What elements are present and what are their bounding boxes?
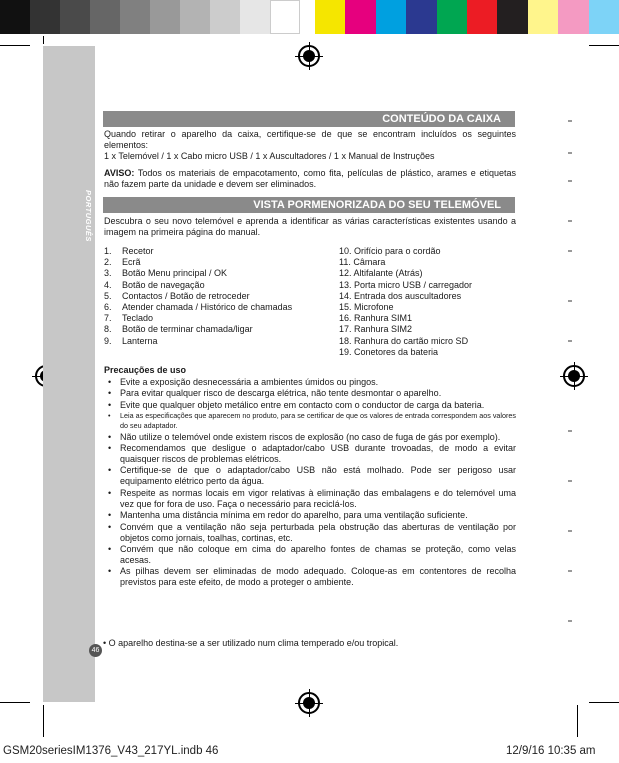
color-swatch bbox=[210, 0, 240, 34]
list-item: 9. Lanterna bbox=[104, 335, 158, 346]
color-swatch bbox=[589, 0, 619, 34]
list-item: • Certifique-se de que o adaptador/cabo USB não está molhado. Pode ser perigoso usar equipamento elétrico perto da água. bbox=[106, 465, 516, 487]
language-label: PORTUGUÊS bbox=[84, 190, 93, 242]
list-item: • Convém que a ventilação não seja perturbada pela obstrução das aberturas de ventilação por objetos como jornais, toalhas, cortinas, etc. bbox=[106, 522, 516, 544]
list-item: • As pilhas devem ser eliminadas de modo adequado. Coloque-as em contentores de recolha previstos para este efeito, de modo a proteger o ambiente. bbox=[106, 566, 516, 588]
color-swatch bbox=[180, 0, 210, 34]
list-item: 1. Recetor bbox=[104, 246, 154, 256]
list-item: • Leia as especificações que aparecem no produto, para se certificar de que os valores de entrada correspondem aos valores do seu adaptador. bbox=[106, 411, 516, 431]
list-item: • Recomendamos que desligue o adaptador/cabo USB durante trovoadas, de modo a evitar quaisquer riscos de problemas elétricos. bbox=[106, 443, 516, 465]
contents-intro-text: Quando retirar o aparelho da caixa, certifique-se de que se encontram incluídos os seguintes elementos: bbox=[104, 129, 516, 150]
list-item: 17. Ranhura SIM2 bbox=[339, 324, 413, 335]
color-swatch bbox=[437, 0, 467, 34]
grayscale-swatch-strip bbox=[0, 0, 300, 34]
list-item: • Respeite as normas locais em vigor relativas à eliminação das embalagens e do telemóvel uma vez que for fora de uso. Faça o necessário para reciclá-los. bbox=[106, 488, 516, 510]
detailed-view-intro: Descubra o seu novo telemóvel e aprenda a identificar as várias características existentes usando a imagem na primeira página do manual. bbox=[104, 216, 516, 237]
list-item: 4. Botão de navegação bbox=[104, 279, 205, 290]
list-item: • Evite a exposição desnecessária a ambientes úmidos ou pingos. bbox=[106, 377, 516, 388]
list-item: 14. Entrada dos auscultadores bbox=[339, 290, 462, 301]
footer-filename: GSM20seriesIM1376_V43_217YL.indb 46 bbox=[3, 745, 219, 757]
color-swatch bbox=[90, 0, 120, 34]
contents-intro bbox=[104, 129, 516, 162]
list-item: • Mantenha uma distância mínima em redor do aparelho, para uma ventilação suficiente. bbox=[106, 510, 516, 521]
list-item: • Para evitar qualquer risco de descarga elétrica, não tente desmontar o aparelho. bbox=[106, 388, 516, 399]
climate-note: • O aparelho destina-se a ser utilizado num clima temperado e/ou tropical. bbox=[103, 638, 399, 648]
color-swatch bbox=[406, 0, 436, 34]
warning-text: Todos os materiais de empacotamento, como fita, películas de plástico, arames e etiquetas não fazem parte da unidade e devem ser eliminados. bbox=[104, 168, 516, 189]
color-swatch bbox=[467, 0, 497, 34]
crop-mark bbox=[43, 705, 44, 737]
list-item: 6. Atender chamada / Histórico de chamadas bbox=[104, 302, 293, 313]
color-swatch bbox=[558, 0, 588, 34]
list-item: 3. Botão Menu principal / OK bbox=[104, 268, 228, 279]
list-item: 8. Botão de terminar chamada/ligar bbox=[104, 324, 253, 335]
crop-mark bbox=[577, 705, 578, 737]
precautions-list bbox=[106, 377, 516, 589]
parts-list-left bbox=[104, 246, 292, 347]
page-number: 46 bbox=[89, 644, 102, 657]
list-item: • Não utilize o telemóvel onde existem riscos de explosão (no caso de fuga de gás por exemplo). bbox=[106, 432, 516, 443]
registration-mark-icon bbox=[563, 365, 585, 387]
warning-label: AVISO: bbox=[104, 168, 135, 178]
contents-list: 1 x Telemóvel / 1 x Cabo micro USB / 1 x Auscultadores / 1 x Manual de Instruções bbox=[104, 151, 435, 161]
list-item: 13. Porta micro USB / carregador bbox=[339, 279, 473, 290]
list-item: 15. Microfone bbox=[339, 302, 394, 313]
bleed-through-marks bbox=[568, 100, 574, 660]
color-swatch bbox=[497, 0, 527, 34]
list-item: • Evite que qualquer objeto metálico entre em contacto com o conductor de carga da bateria. bbox=[106, 400, 516, 411]
crop-mark bbox=[589, 45, 619, 46]
color-swatch bbox=[270, 0, 300, 34]
color-swatch-strip bbox=[315, 0, 619, 34]
color-swatch bbox=[120, 0, 150, 34]
list-item: 19. Conetores da bateria bbox=[339, 346, 439, 357]
list-item: 18. Ranhura do cartão micro SD bbox=[339, 335, 469, 346]
footer-timestamp: 12/9/16 10:35 am bbox=[506, 745, 596, 757]
list-item: • Convém que não coloque em cima do aparelho fontes de chamas se proteção, como velas acesas. bbox=[106, 544, 516, 566]
color-swatch bbox=[345, 0, 375, 34]
precautions-heading: Precauções de uso bbox=[104, 365, 187, 375]
registration-mark-icon bbox=[298, 692, 320, 714]
color-swatch bbox=[60, 0, 90, 34]
list-item: 10. Orifício para o cordão bbox=[339, 246, 441, 256]
list-item: 12. Altifalante (Atrás) bbox=[339, 268, 423, 279]
crop-mark bbox=[43, 36, 44, 44]
crop-mark bbox=[589, 702, 619, 703]
section-title-contents: CONTEÚDO DA CAIXA bbox=[103, 111, 515, 127]
color-swatch bbox=[30, 0, 60, 34]
list-item: 2. Ecrã bbox=[104, 257, 141, 268]
crop-mark bbox=[0, 45, 30, 46]
color-swatch bbox=[528, 0, 558, 34]
list-item: 5. Contactos / Botão de retroceder bbox=[104, 290, 250, 301]
color-swatch bbox=[315, 0, 345, 34]
color-swatch bbox=[0, 0, 30, 34]
crop-mark bbox=[0, 702, 30, 703]
language-sidebar bbox=[43, 46, 95, 702]
color-swatch bbox=[240, 0, 270, 34]
section-title-detailed-view: VISTA PORMENORIZADA DO SEU TELEMÓVEL bbox=[103, 197, 515, 213]
list-item: 16. Ranhura SIM1 bbox=[339, 313, 413, 324]
warning-paragraph bbox=[104, 168, 516, 190]
color-swatch bbox=[376, 0, 406, 34]
parts-list-right bbox=[339, 246, 472, 358]
list-item: 7. Teclado bbox=[104, 313, 154, 324]
registration-mark-icon bbox=[298, 45, 320, 67]
list-item: 11. Câmara bbox=[339, 257, 386, 268]
color-swatch bbox=[150, 0, 180, 34]
